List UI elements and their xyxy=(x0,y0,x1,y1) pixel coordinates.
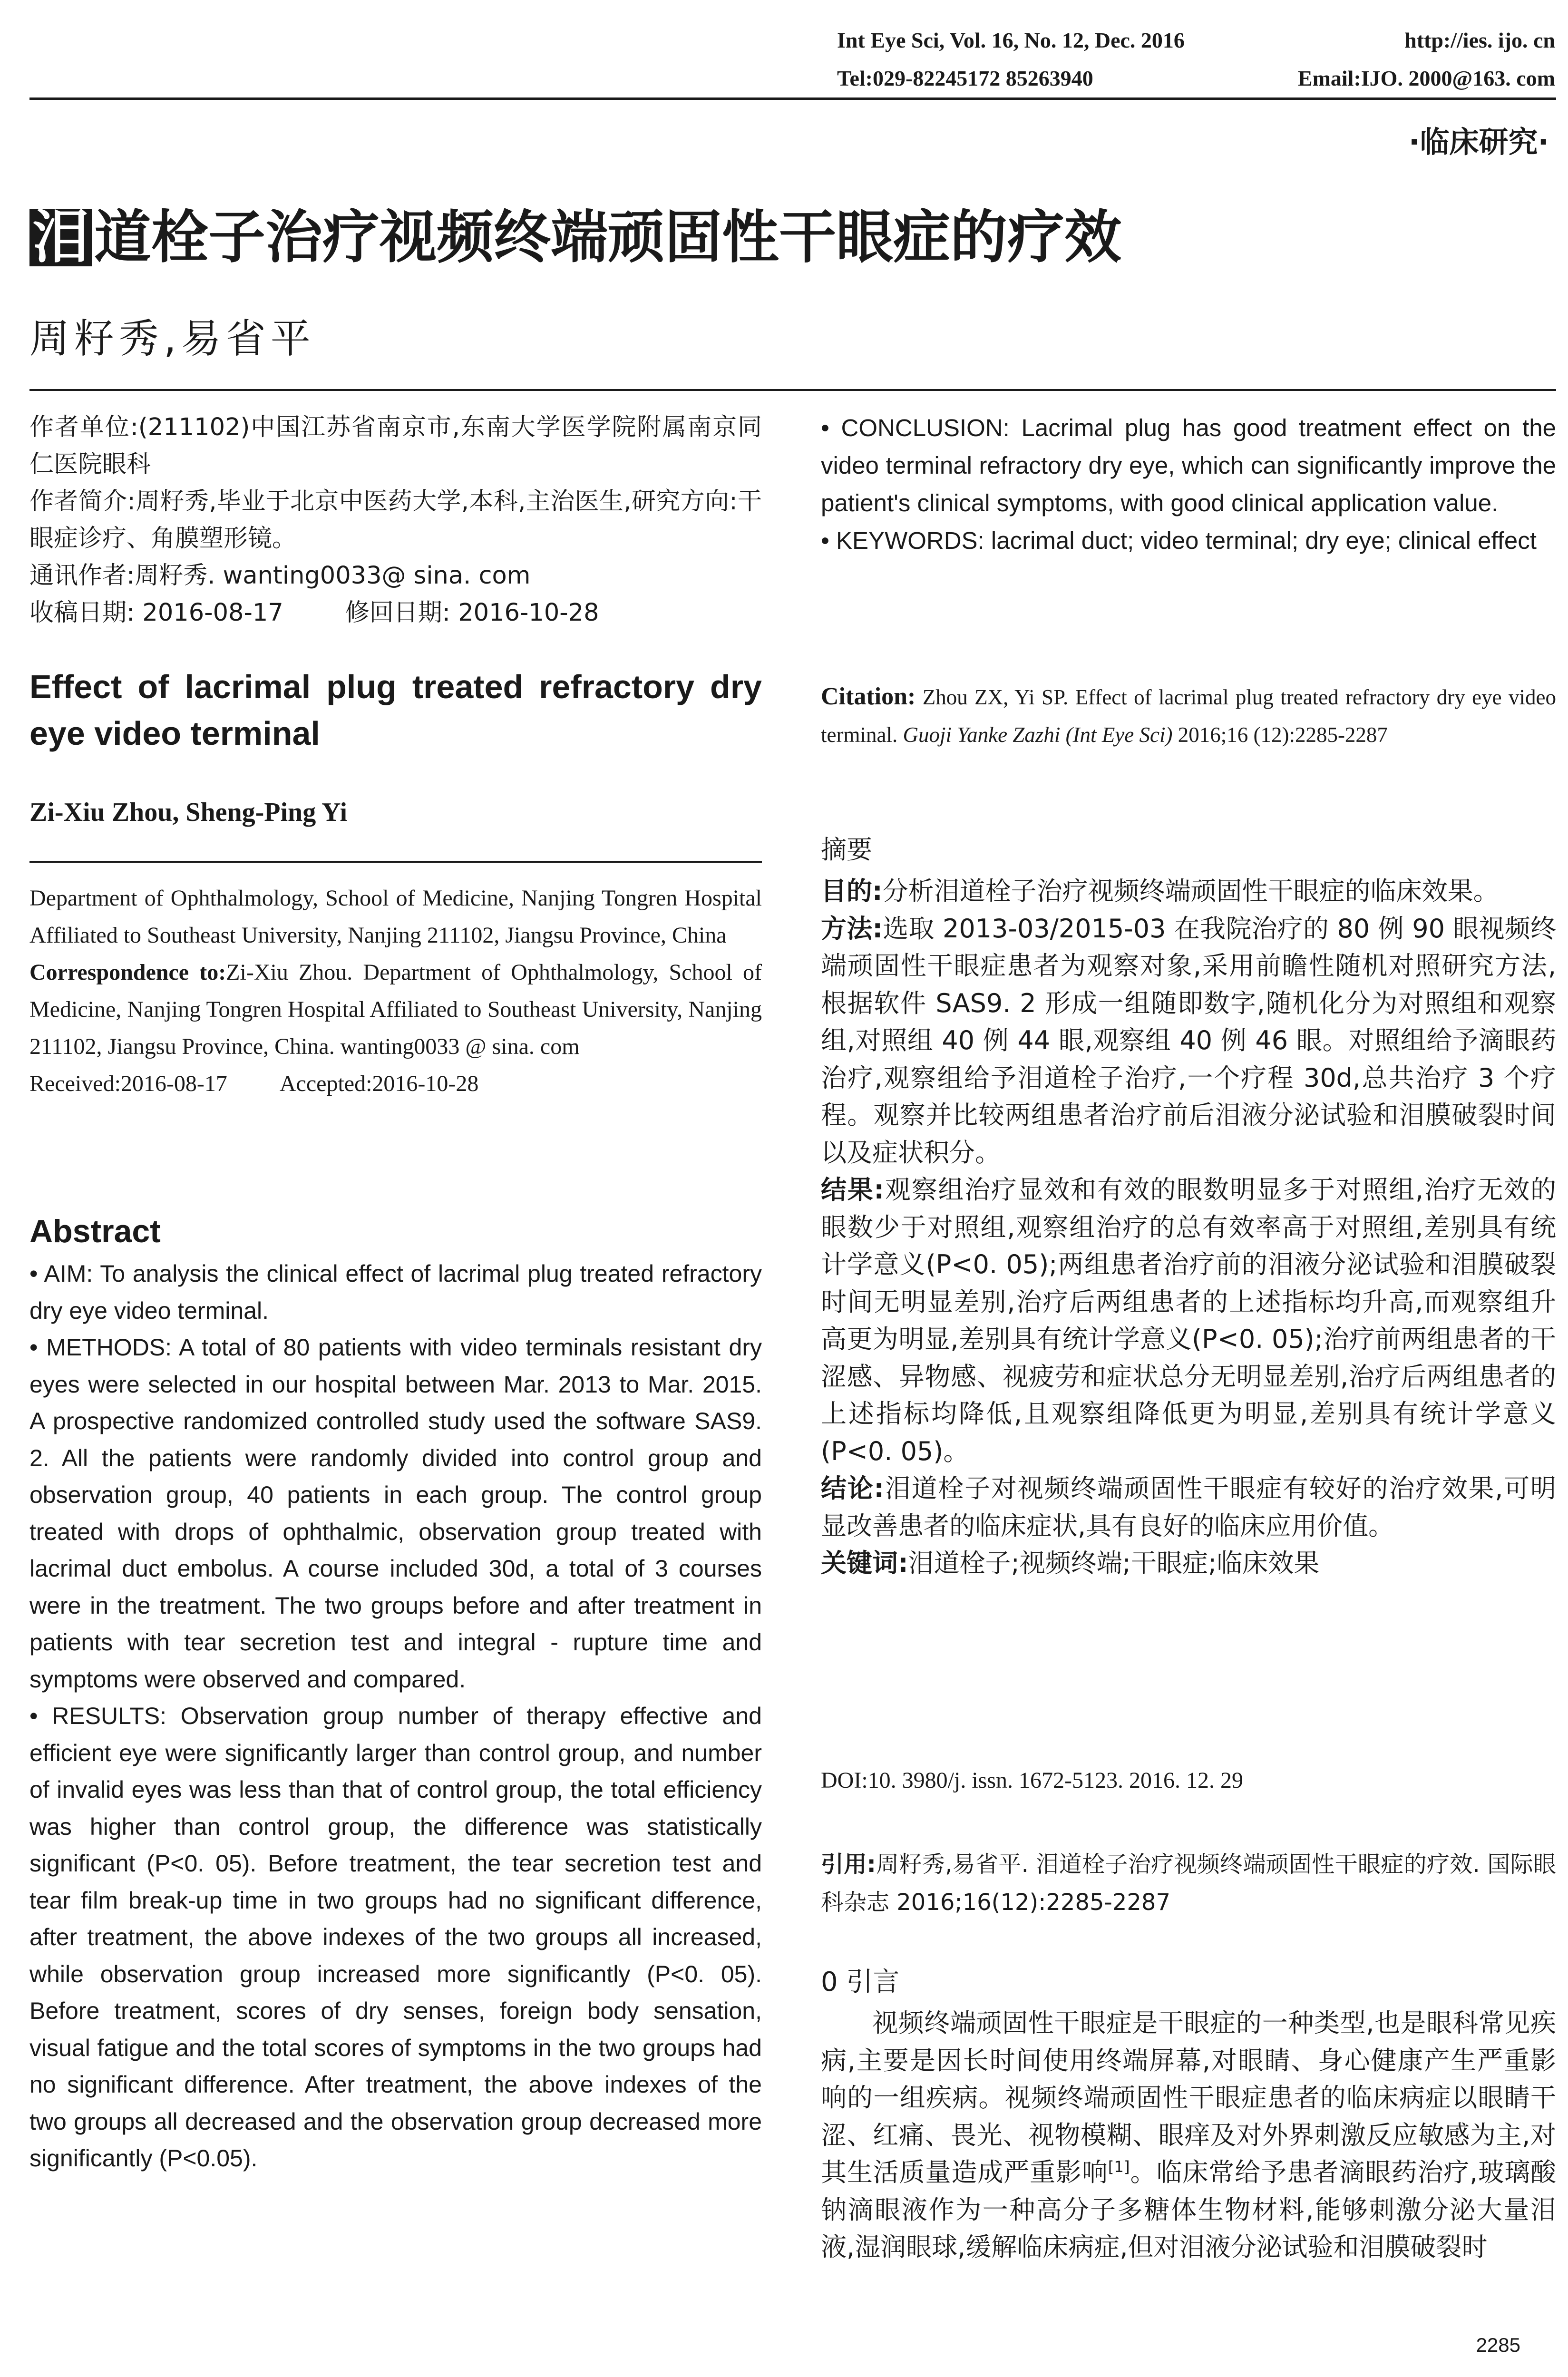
author-unit xyxy=(29,409,762,483)
aim-label: • AIM: xyxy=(29,1260,93,1287)
author-bio-label: 作者简介: xyxy=(29,487,136,516)
methods-text: A total of 80 patients with video terminals resistant dry eyes were selected in our hospital between Mar. 2013 to Mar. 2015. A prospective randomized controlled study used the software SAS9. 2. All the patients were randomly divided into control group and observation group, 40 patients in each group. The control group treated with drops of ophthalmic, observation group treated with lacrimal duct embolus. A course included 30d, a total of 3 courses were in the treatment. The two groups before and after treatment in patients with tear secretion test and integral - rupture time and symptoms were observed and compared. xyxy=(29,1334,762,1693)
abstract-results xyxy=(29,1698,762,2177)
cn-aim-text: 分析泪道栓子治疗视频终端顽固性干眼症的临床效果。 xyxy=(882,876,1499,906)
authors-chinese: 周籽秀,易省平 xyxy=(29,315,315,362)
journal-header-line-2 xyxy=(837,68,1555,89)
correspondence xyxy=(29,954,762,1065)
dates-cn xyxy=(29,594,762,632)
cn-conclusion-label: 结论: xyxy=(821,1473,885,1503)
cn-keywords xyxy=(821,1545,1556,1582)
conclusion-label: • CONCLUSION: xyxy=(821,414,1010,441)
citation-label: Citation: xyxy=(821,683,916,710)
cn-citation-label: 引用: xyxy=(821,1851,876,1878)
correspondence-label: Correspondence to: xyxy=(29,960,226,985)
received-date-en: Received:2016-08-17 xyxy=(29,1071,227,1096)
abstract-continued xyxy=(821,409,1556,559)
cn-results-text: 观察组治疗显效和有效的眼数明显多于对照组,治疗无效的眼数少于对照组,观察组治疗的总有效率高于对照组,差别具有统计学意义(P<0. 05);两组患者治疗前的泪液分泌试验和泪膜破裂时间无明显差别,治疗后两组患者的上述指标均升高,而观察组升高更为明显,差别具有统计学意义(P<0. 05);治疗前两组患者的干涩感、异物感、视疲劳和症状总分无明显差别,治疗后两组患者的上述指标均降低,且观察组降低更为明显,差别具有统计学意义(P<0. 05)。 xyxy=(821,1175,1556,1466)
abstract-body xyxy=(29,1256,762,2177)
citation-english xyxy=(821,678,1556,754)
cn-conclusion xyxy=(821,1470,1556,1545)
cn-aim-label: 目的: xyxy=(821,876,883,906)
english-authors: Zi-Xiu Zhou, Sheng-Ping Yi xyxy=(29,798,348,827)
author-info xyxy=(29,409,762,632)
cn-keywords-text: 泪道栓子;视频终端;干眼症;临床效果 xyxy=(908,1548,1320,1578)
title-initial-char: 泪 xyxy=(29,209,92,266)
intro-text-2: 。临床常给予患者滴眼药治疗,玻璃酸钠滴眼液作为一种高分子多糖体生物材料,能够刺激分泌大量泪液,湿润眼球,缓解临床病症,但对泪液分泌试验和泪膜破裂时 xyxy=(821,2157,1556,2262)
conclusion-text: Lacrimal plug has good treatment effect on the video terminal refractory dry eye, which can significantly improve the patient's clinical symptoms, with good clinical application value. xyxy=(821,414,1556,516)
author-bio-text: 周籽秀,毕业于北京中医药大学,本科,主治医生,研究方向:干眼症诊疗、角膜塑形镜。 xyxy=(29,487,762,553)
cn-keywords-label: 关键词: xyxy=(821,1548,908,1578)
journal-website: http://ies. ijo. cn xyxy=(1404,28,1555,52)
cn-methods xyxy=(821,910,1556,1172)
doi: DOI:10. 3980/j. issn. 1672-5123. 2016. 12. 29 xyxy=(821,1768,1243,1793)
intro-heading: 0 引言 xyxy=(821,1967,900,1997)
citation-text-2: 2016;16 (12):2285-2287 xyxy=(1178,723,1388,747)
results-text: Observation group number of therapy effective and efficient eye were significantly larger than control group, and number of invalid eyes was less than that of control group, the total efficiency was higher than control group, the difference was statistically significant (P<0. 05). Before treatment, the tear secretion test and tear film break-up time in two groups had no significant difference, after treatment, the above indexes of the two groups all increased, while observation group increased more significantly (P<0. 05). Before treatment, scores of dry senses, foreign body sensation, visual fatigue and the total scores of symptoms in the two groups had no significant difference. After treatment, the above indexes of the two groups all decreased and the observation group decreased more significantly (P<0.05). xyxy=(29,1703,762,2172)
received-date-cn: 收稿日期: 2016-08-17 xyxy=(29,599,283,627)
cn-aim xyxy=(821,873,1556,910)
english-title: Effect of lacrimal plug treated refractory dry eye video terminal xyxy=(29,668,762,752)
correspondence-text: Zi-Xiu Zhou. Department of Ophthalmology, School of Medicine, Nanjing Tongren Hospital Affiliated to Southeast University, Nanjing 211102, Jiangsu Province, China. wanting0033 @ sina. com xyxy=(29,960,762,1059)
cn-results-label: 结果: xyxy=(821,1175,885,1205)
keywords-label: • KEYWORDS: xyxy=(821,527,984,554)
header-rule xyxy=(29,97,1556,100)
reference-1[interactable]: [1] xyxy=(1108,2158,1130,2176)
author-unit-label: 作者单位: xyxy=(29,413,138,441)
abstract-aim xyxy=(29,1256,762,1329)
cn-methods-text: 选取 2013-03/2015-03 在我院治疗的 80 例 90 眼视频终端顽固性干眼症患者为观察对象,采用前瞻性随机对照研究方法,根据软件 SAS9. 2 形成一组随即数字,随机化分为对照组和观察组,对照组 40 例 44 眼,观察组 40 例 46 眼。对照组给予滴眼药治疗,观察组给予泪道栓子治疗,一个疗程 30d,总共治疗 3 个疗程。观察并比较两组患者治疗前后泪液分泌试验和泪膜破裂时间以及症状积分。 xyxy=(821,913,1557,1168)
citation-chinese xyxy=(821,1845,1556,1921)
journal-tel: Tel:029-82245172 85263940 xyxy=(837,66,1093,90)
dates-en xyxy=(29,1065,762,1102)
title-rule xyxy=(29,389,1556,391)
affiliation-block xyxy=(29,880,762,1102)
cn-abstract-heading: 摘要 xyxy=(821,835,872,865)
keywords-text: lacrimal duct; video terminal; dry eye; clinical effect xyxy=(991,527,1537,554)
citation-journal: Guoji Yanke Zazhi (Int Eye Sci) xyxy=(903,723,1173,747)
page-title xyxy=(29,205,1121,271)
cn-conclusion-text: 泪道栓子对视频终端顽固性干眼症有较好的治疗效果,可明显改善患者的临床症状,具有良好的临床应用价值。 xyxy=(821,1473,1556,1541)
cn-results xyxy=(821,1171,1556,1470)
journal-email: Email:IJO. 2000@163. com xyxy=(1297,66,1555,90)
section-label: ·临床研究· xyxy=(1408,125,1549,159)
corresponding-author xyxy=(29,557,762,594)
citation-text-1: Zhou ZX, Yi SP. Effect of lacrimal plug treated refractory dry eye video terminal. xyxy=(821,685,1556,747)
affiliation: Department of Ophthalmology, School of Medicine, Nanjing Tongren Hospital Affiliated to Southeast University, Nanjing 211102, Jiangsu Province, China xyxy=(29,886,762,948)
cn-citation-text: 周籽秀,易省平. 泪道栓子治疗视频终端顽固性干眼症的疗效. 国际眼科杂志 2016;16(12):2285-2287 xyxy=(821,1851,1556,1916)
corr-text: 周籽秀. wanting0033@ sina. com xyxy=(135,562,531,590)
abstract-keywords xyxy=(821,522,1556,559)
results-label: • RESULTS: xyxy=(29,1703,166,1729)
corr-label: 通讯作者: xyxy=(29,562,135,590)
cn-methods-label: 方法: xyxy=(821,913,883,944)
revised-date-cn: 修回日期: 2016-10-28 xyxy=(345,599,599,627)
abstract-methods xyxy=(29,1329,762,1698)
author-unit-text: (211102)中国江苏省南京市,东南大学医学院附属南京同仁医院眼科 xyxy=(29,413,762,478)
author-bio xyxy=(29,483,762,557)
title-text: 道栓子治疗视频终端顽固性干眼症的疗效 xyxy=(94,205,1121,271)
page-number: 2285 xyxy=(1476,2334,1520,2356)
abstract-heading: Abstract xyxy=(29,1213,161,1249)
aim-text: To analysis the clinical effect of lacrimal plug treated refractory dry eye video terminal. xyxy=(29,1260,762,1324)
cn-abstract-body xyxy=(821,873,1556,1582)
intro-body xyxy=(821,2005,1556,2266)
abstract-conclusion xyxy=(821,409,1556,522)
accepted-date-en: Accepted:2016-10-28 xyxy=(279,1071,479,1096)
methods-label: • METHODS: xyxy=(29,1334,172,1361)
intro-text-1: 视频终端顽固性干眼症是干眼症的一种类型,也是眼科常见疾病,主要是因长时间使用终端屏幕,对眼睛、身心健康产生严重影响的一组疾病。视频终端顽固性干眼症患者的临床病症以眼睛干涩、红痛、畏光、视物模糊、眼痒及对外界刺激反应敏感为主,对其生活质量造成严重影响 xyxy=(821,2008,1556,2187)
authors-rule xyxy=(29,861,762,863)
journal-citation: Int Eye Sci, Vol. 16, No. 12, Dec. 2016 xyxy=(837,28,1185,52)
journal-header-line-1 xyxy=(837,29,1555,51)
